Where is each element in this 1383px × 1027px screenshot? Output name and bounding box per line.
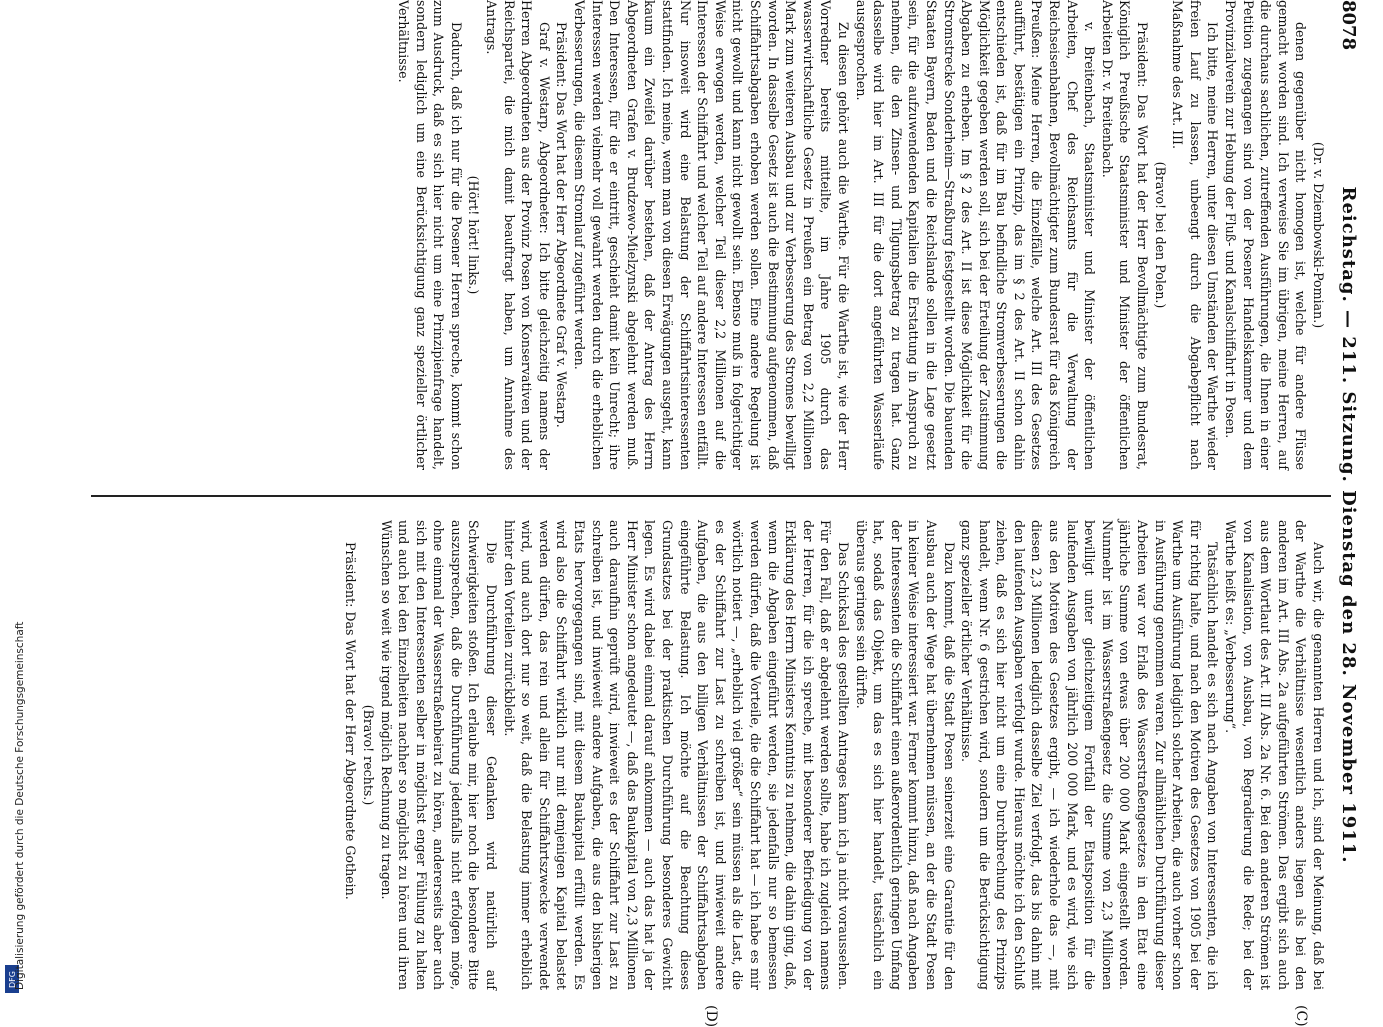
paragraph: Präsident: Das Wort hat der Herr Abgeordnete Gothein.: [343, 542, 359, 900]
speaker-note: (Dr. v. Dziembowski-Pomian.): [1311, 141, 1326, 329]
paragraph: Tatsächlich handelt es sich nach Angaben von Interessenten, die ich für richtig halte, und nach den Motiven des Gesetzes von 1905 bei der Warthe um Ausführung lediglich solcher Arbeiten, die auch vorher schon in Ausführung genommen waren. Zur allmählichen Durchführung dieser Arbeiten war vor Erlaß des Wasserstraßengesetzes in den Etat eine jährliche Summe von etwas über 200 000 Mark eingestellt worden. Nunmehr ist im Wasserstraßengesetz die Summe von 2,3 Millionen bewilligt unter gleichzeitigem Fortfall der Etatsposition für die laufenden Ausgaben von jährlich 200 000 Mark, und es wird, wie sich aus den Motiven des Gesetzes ergibt, — ich wiederhole das —, mit diesen 2,3 Millionen lediglich dasselbe Ziel verfolgt, das bis dahin mit den laufenden Ausgaben verfolgt wurde. Hieraus möchte ich den Schluß ziehen, daß es sich hier nicht um eine Durchbrechung des Prinzips handelt, wenn Nr. 6 gestrichen wird, sondern um die Berücksichtigung ganz spezieller örtlicher Verhältnisse.: [959, 520, 1221, 990]
interjection: (Bravo! bei den Polen.): [1152, 161, 1168, 309]
column-divider: [91, 495, 1331, 497]
paragraph: Präsident: Das Wort hat der Herr Abgeordnete Graf v. Westarp.: [554, 22, 570, 428]
paragraph: v. Breitenbach, Staatsminister und Minister der öffentlichen Arbeiten, Chef des Reichsamts für die Verwaltung der Reichseisenbahnen, Bevollmächtigter zum Bundesrat für das Königreich Preußen: Meine Herren, die Einzelfälle, welche Art. III des Gesetzes aufführt, bestätigen ein Prinzip, das im § 2 des Art. II schon dahin entschieden ist, daß für im Bau befindliche Stromverbesserungen die Möglichkeit gegeben werden soll, sich bei der Erteilung der Zustimmung Abgaben zu erheben. Im § 2 des Art. II ist diese Möglichkeit für die Stromstrecke Sonderheim—Straßburg festgestellt worden. Die bauenden Staaten Bayern, Baden und die Reichslande sollen in die Lage gesetzt sein, für die aufzuwendenden Kapitalien die Erstattung in Anspruch zu nehmen, die den Zinsen- und Tilgungsbetrag zu tragen hat. Ganz dasselbe wird hier im Art. III für die dort angeführten Wasserläufe ausgesprochen.: [853, 0, 1098, 470]
paragraph: Dazu kommt, daß die Stadt Posen seinerzeit eine Garantie für den Ausbau auch der Wege hat übernehmen müssen, an der die Stadt Posen in keiner Weise interessiert war. Ferner kommt hinzu, daß nach Angaben der Interessenten die Schiffahrt einen außerordentlich geringen Umfang hat, sodaß das Objekt, um das es sich hier handelt, tatsächlich ein überaus geringes sein dürfte.: [853, 520, 957, 990]
right-column: [342, 520, 1327, 990]
paragraph: Präsident: Das Wort hat der Herr Bevollmächtigte zum Bundesrat, Königlich Preußische Staatsminister und Minister der öffentlichen Arbeiten Dr. v. Breitenbach.: [1099, 0, 1151, 470]
left-column: [395, 0, 1327, 470]
page-number: 8078: [1338, 0, 1360, 51]
paragraph: Auch wir, die genannten Herren und ich, sind der Meinung, daß bei der Warthe die Verhältnisse wesentlich anders liegen als bei den anderen im Art. III Abs. 2a aufgeführten Strömen. Das ergibt sich auch aus dem Wortlaut des Art. III Abs. 2a Nr. 6. Bei den anderen Strömen ist von Kanalisation, von Ausbau, von Regradierung die Rede; bei der Warthe heißt es: „Verbesserung“.: [1223, 520, 1326, 990]
paragraph: Graf v. Westarp, Abgeordneter: Ich bitte gleichzeitig namens der Herren Abgeordneten aus der Provinz Posen von Konservativen und der Reichspartei, die mich damit beauftragt haben, um Annahme des Antrags.: [484, 0, 552, 470]
scanned-page: [69, 0, 1369, 1027]
paragraph: Dadurch, daß ich nur für die Posener Herren spreche, kommt schon zum Ausdruck, daß es sich hier nicht um eine Prinzipienfrage handelt, sondern lediglich um eine Berücksichtigung ganz spezieller örtlicher Verhältnisse.: [396, 0, 464, 470]
paragraph: Zu diesen gehört auch die Warthe. Für die Warthe ist, wie der Herr Vorredner bereits mitteilte, im Jahre 1905 durch das wasserwirtschaftliche Gesetz in Preußen ein Betrag von 2,2 Millionen Mark zum weiteren Ausbau und zur Verbesserung des Stromes bewilligt worden. In dasselbe Gesetz ist auch die Bestimmung aufgenommen, daß Schiffahrtsabgaben erhoben werden sollen. Eine andere Regelung ist nicht gewollt und kann nicht gewollt sein. Ebenso muß in folgerichtiger Weise erwogen werden, welcher Teil dieser 2,2 Millionen auf die Interessen der Schiffahrt und welcher Teil auf andere Interessen entfällt. Nur insoweit wird eine Belastung der Schiffahrtsinteressenten stattfinden. Ich meine, wenn man von diesen Erwägungen ausgeht, kann kaum ein Zweifel darüber bestehen, daß der Antrag des Herrn Abgeordneten Grafen v. Brudzewo-Mielzynski abgelehnt werden muß. Den Interessen, für die er eintritt, geschieht damit kein Unrecht; ihre Interessen werden vielmehr voll gewahrt werden durch die erheblichen Verbesserungen, die diesem Stromlauf zugeführt werden.: [572, 0, 851, 470]
paragraph: denen gegenüber nicht homogen ist, welche für andere Flüsse gemacht worden sind. Ich verweise Sie im übrigen, meine Herren, auf die durchaus sachlichen, zutreffenden Ausführungen, die Ihnen in einer Petition zugegangen sind von der Posener Handelskammer und dem Provinzialverein zur Hebung der Fluß- und Kanalschiffahrt in Posen.: [1223, 0, 1309, 470]
digitization-credit: Digitalisierung gefördert durch die Deutsche Forschungsgemeinschaft: [14, 621, 26, 990]
margin-marker-d: (D): [703, 1005, 719, 1027]
interjection: (Hört! hört! links.): [466, 175, 482, 295]
running-title: Reichstag. — 211. Sitzung. Dienstag den 28. November 1911.: [1338, 186, 1360, 864]
interjection: (Bravo! rechts.): [360, 704, 376, 806]
page-header: [1329, 0, 1369, 1000]
dfg-logo-icon: DFG: [5, 965, 19, 993]
paragraph: Ich bitte, meine Herren, unter diesen Umständen der Warthe wieder freien Lauf zu lassen, unbeengt durch die Abgabepflicht nach Maßnahme des Art. III.: [1170, 0, 1221, 470]
margin-marker-c: (C): [1293, 1005, 1309, 1027]
paragraph: Das Schicksal des gestellten Antrages kann ich ja nicht voraussehen. Für den Fall, daß er abgelehnt werden sollte, habe ich zugleich namens der Herren, für die ich spreche, mit besonderer Befriedigung von der Erklärung des Herrn Ministers Kenntnis zu nehmen, die dahin ging, daß, wenn die Abgaben eingeführt werden, sie jedenfalls nur so bemessen werden dürfen, daß die Vorteile, die die Schiffahrt hat — ich habe es mir wörtlich notiert —, „erheblich viel größer“ sein müssen als die Last, die es der Schiffahrt zur Last zu schreiben ist, und inwieweit andere Aufgaben, die aus den billigen Verhältnissen der Schiffahrtsabgaben eingeführte Belastung. Ich möchte auf die Beachtung dieses Grundsatzes bei der praktischen Durchführung besonderes Gewicht legen. Es wird dabei einmal darauf ankommen — auch das hat ja der Herr Minister schon angedeutet —, daß das Baukapital von 2,3 Millionen auch daraufhin geprüft wird, inwieweit es der Schiffahrt zur Last zu schreiben ist, und inwieweit andere Aufgaben, die aus den bisherigen Etats hervorgegangen sind, mit diesem Baukapital erfüllt werden. Es wird also die Schiffahrt wirklich nur mit demjenigen Kapital belastet werden dürfen, das rein und allein für Schiffahrtszwecke verwendet wird, und auch dort nur so weit, daß die Belastung immer erheblich hinter den Vorteilen zurückbleibt.: [501, 520, 851, 990]
credit-strip: [0, 0, 44, 1000]
paragraph: Die Durchführung dieser Gedanken wird natürlich auf Schwierigkeiten stoßen. Ich erlaube mir, hier noch die besondere Bitte auszusprechen, daß die Durchführung jedenfalls nicht erfolgen möge, ohne einmal der Wasserstraßenbeirat zu hören, andererseits aber auch sich mit den Interessenten selber in möglichst enger Fühlung zu halten und auch bei den Einzelheiten nachher so möglichst zu hören und ihren Wünschen so weit wie irgend möglich Rechnung zu tragen.: [378, 520, 500, 990]
